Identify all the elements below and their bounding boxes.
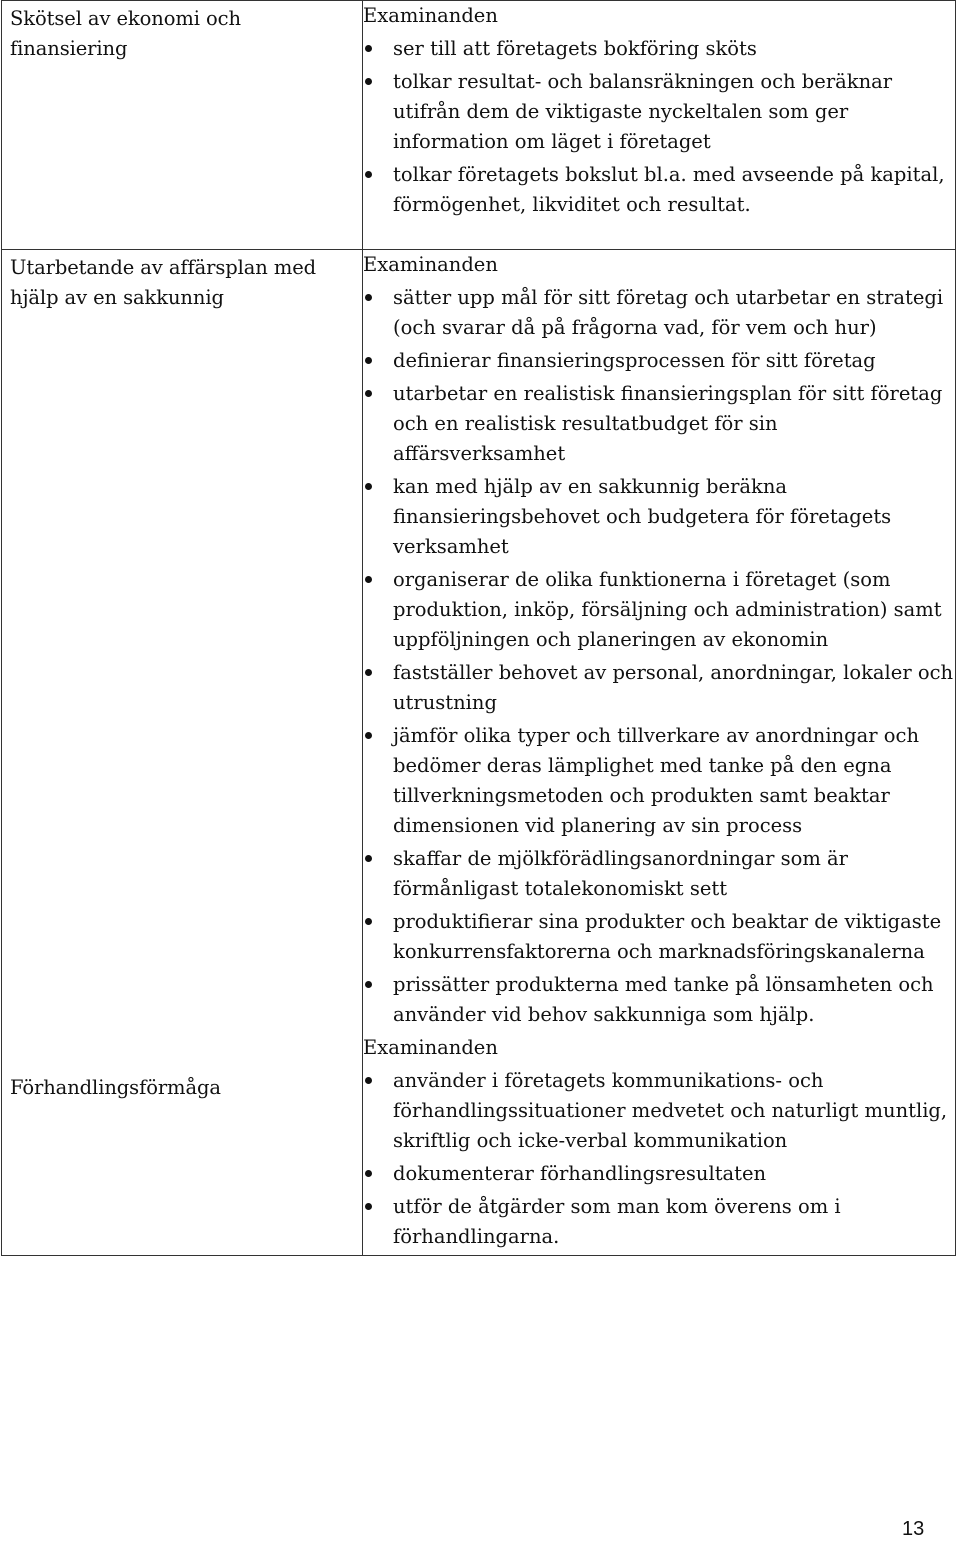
bullet-icon [365, 357, 372, 364]
list-item [363, 379, 955, 469]
list-item [363, 67, 955, 157]
criteria-table [1, 0, 956, 1256]
list-item [363, 1066, 955, 1156]
list-item [363, 472, 955, 562]
list-item-text: organiserar de olika funktionerna i företaget (som produktion, inköp, försäljning och administration) samt uppföljningen och planeringen av ekonomin [393, 568, 942, 651]
row-heading: Förhandlingsförmåga [10, 1076, 221, 1099]
bullet-icon [365, 576, 372, 583]
list-item-text: ser till att företagets bokföring sköts [393, 37, 757, 60]
bullet-icon [365, 669, 372, 676]
row-heading: Utarbetande av affärsplan med hjälp av en sakkunnig [10, 256, 317, 309]
list-item [363, 565, 955, 655]
criteria-list [363, 1066, 955, 1252]
bullet-icon [365, 483, 372, 490]
list-item-text: definierar finansieringsprocessen för sitt företag [393, 349, 876, 372]
bullet-icon [365, 1170, 372, 1177]
criteria-cell [363, 250, 956, 1034]
list-item-text: prissätter produkterna med tanke på lönsamheten och använder vid behov sakkunniga som hjälp. [393, 973, 934, 1026]
list-item [363, 283, 955, 343]
list-item-text: tolkar resultat- och balansräkningen och beräknar utifrån dem de viktigaste nyckeltalen som ger information om läget i företaget [393, 70, 893, 153]
list-item [363, 1159, 955, 1189]
bullet-icon [365, 918, 372, 925]
bullet-icon [365, 981, 372, 988]
bullet-icon [365, 732, 372, 739]
list-item-text: utför de åtgärder som man kom överens om i förhandlingarna. [393, 1195, 841, 1248]
list-item [363, 970, 955, 1030]
bullet-icon [365, 390, 372, 397]
bullet-icon [365, 45, 372, 52]
list-item-text: tolkar företagets bokslut bl.a. med avseende på kapital, förmögenhet, likviditet och resultat. [393, 163, 945, 216]
list-item-text: produktifierar sina produkter och beaktar de viktigaste konkurrensfaktorerna och marknadsföringskanalerna [393, 910, 942, 963]
list-item [363, 907, 955, 967]
list-item-text: kan med hjälp av en sakkunnig beräkna finansieringsbehovet och budgetera för företagets verksamhet [393, 475, 892, 558]
bullet-icon [365, 855, 372, 862]
criteria-cell [363, 1033, 956, 1256]
bullet-icon [365, 171, 372, 178]
bullet-icon [365, 78, 372, 85]
list-item [363, 346, 955, 376]
criteria-intro: Examinanden [363, 4, 498, 27]
criteria-intro: Examinanden [363, 1036, 498, 1059]
list-item-text: jämför olika typer och tillverkare av anordningar och bedömer deras lämplighet med tanke på den egna tillverkningsmetoden och produkten samt beaktar dimensionen vid planering av sin process [393, 724, 920, 837]
criteria-list [363, 283, 955, 1030]
list-item-text: skaffar de mjölkförädlingsanordningar som är förmånligast totalekonomiskt sett [393, 847, 849, 900]
list-item [363, 160, 955, 220]
bullet-icon [365, 1077, 372, 1084]
bullet-icon [365, 1203, 372, 1210]
page-number: 13 [902, 1518, 925, 1540]
list-item-text: dokumenterar förhandlingsresultaten [393, 1162, 767, 1185]
row-heading-cell [2, 1, 363, 250]
bullet-icon [365, 294, 372, 301]
row-heading: Skötsel av ekonomi och finansiering [10, 7, 241, 60]
row-heading-cell [2, 250, 363, 1256]
list-item [363, 658, 955, 718]
list-item-text: sätter upp mål för sitt företag och utarbetar en strategi (och svarar då på frågorna vad, för vem och hur) [393, 286, 944, 339]
list-item-text: använder i företagets kommunikations- och förhandlingssituationer medvetet och naturligt muntlig, skriftlig och icke-verbal kommunikation [393, 1069, 948, 1152]
list-item-text: fastställer behovet av personal, anordningar, lokaler och utrustning [393, 661, 954, 714]
list-item-text: utarbetar en realistisk finansieringsplan för sitt företag och en realistisk resultatbudget för sin affärsverksamhet [393, 382, 943, 465]
list-item [363, 34, 955, 64]
list-item [363, 721, 955, 841]
table-row [2, 1, 956, 250]
criteria-cell [363, 1, 956, 250]
list-item [363, 1192, 955, 1252]
criteria-list [363, 34, 955, 220]
list-item [363, 844, 955, 904]
criteria-intro: Examinanden [363, 253, 498, 276]
table-row [2, 250, 956, 1034]
